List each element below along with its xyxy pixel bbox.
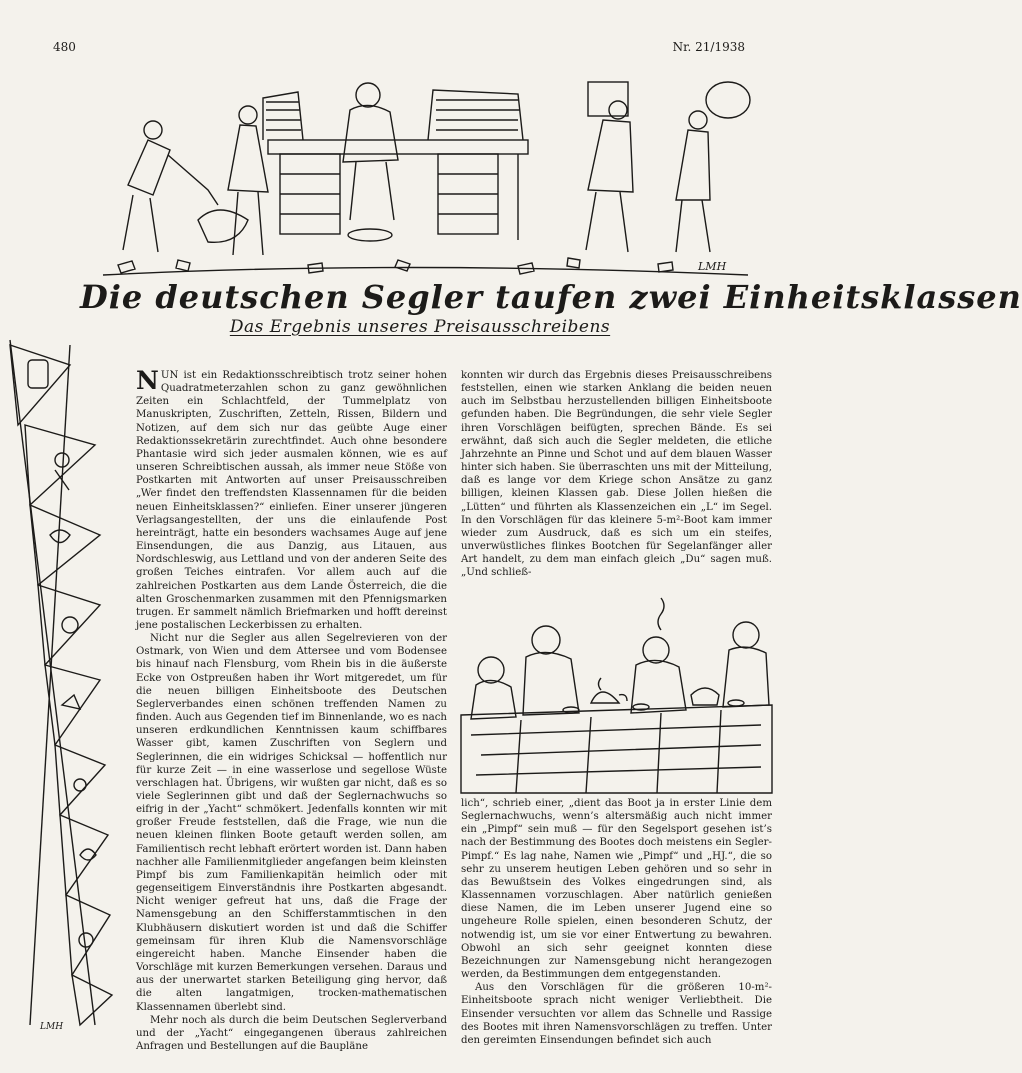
office-illustration	[98, 70, 758, 282]
article-column-2-top	[461, 369, 772, 580]
paragraph: lich“, schrieb einer, „dient das Boot ja in erster Linie dem Seglernachwuchs, wenn’s altersmäßig auch nicht immer ein „Pimpf“ sein muß — für den Segelsport gesehen ist’s nach der Bestimmung des Bootes doch meistens ein Segler-Pimpf.“ Es lag nahe, Namen wie „Pimpf“ und „HJ.“, die so sehr zu unserem heutigen Leben gehören und so sehr in das Bewußtsein des Volkes eingedrungen sind, als Klassennamen vorzuschlagen. Aber natürlich genießen diese Namen, die im Leben unserer Jugend eine so ungeheure Rolle spielen, einen besonderen Schutz, der notwendig ist, um sie vor einer Entwertung zu bewahren. Obwohl an sich sehr geeignet konnten diese Bezeichnungen zur Namensgebung nicht herangezogen werden, da Bestimmungen dem entgegenstanden.	[461, 798, 772, 981]
paragraph: Nicht nur die Segler aus allen Segelrevieren von der Ostmark, von Wien und dem Attersee und vom Bodensee bis hinauf nach Flensburg, vom Rhein bis in die äußerste Ecke von Ostpreußen haben ihr Wort mitgeredet, um für die neuen billigen Einheitsboote des Deutschen Seglerverbandes einen schönen treffenden Namen zu finden. Auch aus Gegenden tief im Binnenlande, wo es nach unseren erdkundlichen Kenntnissen kaum schiffbares Wasser gibt, kamen Zuschriften von Seglern und Seglerinnen, die ein widriges Schicksal — hoffentlich nur für kurze Zeit — in eine wasserlose und segellose Wüste verschlagen hat. Übrigens, wir wußten gar nicht, daß es so viele Seglerinnen gibt und daß der Seglernachwuchs so eifrig in der „Yacht“ schmökert. Jedenfalls konnten wir mit großer Freude feststellen, daß die Frage, wie nun die neuen kleinen flinken Boote getauft werden sollen, am Familientisch recht lebhaft erörtert worden ist. Dann haben nachher alle Familienmitglieder angefangen beim kleinsten Pimpf bis zum Familienkapitän heimlich oder mit gegenseitigem Einverständnis ihre Postkarten abgesandt. Nicht weniger gefreut hat uns, daß die Frage der Namensgebung an den Schifferstammtischen in den Klubhäusern diskutiert worden ist und daß die Schiffer gemeinsam für ihren Klub die Namensvorschläge eingereicht haben. Manche Einsender haben die Vorschläge mit kurzen Bemerkungen versehen. Daraus und aus der unerwartet starken Beteiligung ging hervor, daß die alten langatmigen, trocken-mathematischen Klassennamen überlebt sind.	[136, 633, 447, 1013]
article-column-1	[136, 366, 447, 1053]
paragraph	[136, 366, 447, 632]
article-subhead: Das Ergebnis unseres Preisausschreibens	[229, 317, 611, 337]
article-headline: Die deutschen Segler taufen zwei Einheitsklassen	[80, 278, 1022, 316]
drop-cap: N	[136, 366, 159, 395]
paragraph: Aus den Vorschlägen für die größeren 10-m²-Einheitsboote sprach nicht weniger Verliebtheit. Die Einsender versuchten vor allem das Schnelle und Rassige des Bootes mit ihren Namensvorschlägen zu treffen. Unter den gereimten Einsendungen befindet sich auch	[461, 982, 772, 1046]
strip-signature: LMH	[40, 1022, 64, 1032]
pennant-strip-illustration	[0, 335, 118, 1035]
tea-table-illustration	[461, 595, 772, 793]
paragraph-text: UN ist ein Redaktionsschreibtisch trotz seiner hohen Quadratmeterzahlen schon zu ganz gewöhnlichen Zeiten ein Schlachtfeld, der Tummelplatz von Manuskripten, Zuschriften, Zetteln, Rissen, Bildern und Notizen, auf dem sich nur das geübte Auge einer Redaktionssekretärin zurechtfindet. Auch ohne besondere Phantasie wird sich jeder ausmalen können, wie es auf unseren Schreibtischen aussah, als immer neue Stöße von Postkarten mit Antworten auf unser Preisausschreiben „Wer findet den treffendsten Klassennamen für die beiden neuen Einheitsklassen?“ einliefen. Einer unserer jüngeren Verlagsangestellten, der uns die einlaufende Post hereinträgt, hatte ein besonders wachsames Auge auf jene Einsendungen, die aus Danzig, aus Litauen, aus Nordschleswig, aus Lettland und von der anderen Seite des großen Teiches eintrafen. Vor allem auch auf die zahlreichen Postkarten aus dem Lande Österreich, die die alten Groschenmarken zusammen mit den Pfennigsmarken trugen. Er sammelt nämlich Briefmarken und hofft dereinst jene postalischen Leckerbissen zu erhalten.	[136, 370, 447, 631]
paragraph: konnten wir durch das Ergebnis dieses Preisausschreibens feststellen, einen wie starken Anklang die beiden neuen auch im Selbstbau herzustellenden billigen Einheitsboote gefunden haben. Die Begründungen, die sehr viele Segler ihren Vorschlägen beifügten, sprechen Bände. Es sei erwähnt, daß sich auch die Segler meldeten, die etliche Jahrzehnte an Pinne und Schot und auf dem blauen Wasser hinter sich haben. Sie überraschten uns mit der Mitteilung, daß es lange vor dem Kriege schon Ansätze zu ganz billigen, kleinen Klassen gab. Diese Jollen hießen die „Lütten“ und führten als Klassenzeichen ein „L“ im Segel. In den Vorschlägen für das kleinere 5-m²-Boot kam immer wieder zum Ausdruck, daß es sich um ein steifes, unverwüstliches flinkes Bootchen für Segelanfänger aller Art handelt, zu dem man einfach gleich „Du“ sagen muß. „Und schließ-	[461, 370, 772, 579]
illustration-signature: LMH	[698, 260, 727, 273]
issue-number: Nr. 21/1938	[672, 40, 745, 54]
paragraph: Mehr noch als durch die beim Deutschen Seglerverband und der „Yacht“ eingegangenen überaus zahlreichen Anfragen und Bestellungen auf die Baupläne	[136, 1014, 447, 1052]
article-column-2-bottom	[461, 797, 772, 1047]
page-number: 480	[53, 40, 76, 54]
